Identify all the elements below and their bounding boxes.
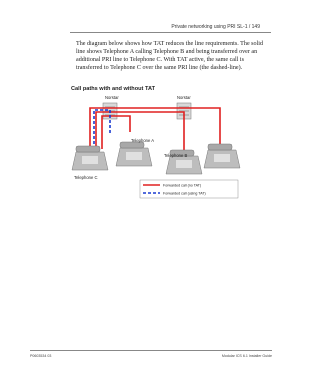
legend-dashed-label: Forwarded call (using TAT) [163, 191, 206, 196]
running-title: Private networking using PRI SL-1 [171, 24, 248, 30]
footer-rule [30, 350, 272, 351]
telephone-c [72, 146, 108, 170]
telephone-a [116, 142, 152, 166]
diagram-legend [140, 180, 238, 198]
telephone-right [204, 144, 240, 168]
page-number: / 149 [248, 24, 260, 30]
legend-solid-label: Forwarded call (no TAT) [163, 183, 202, 188]
footer-guide-title: Modular ICS 6.1 Installer Guide [221, 354, 272, 358]
body-paragraph: The diagram below shows how TAT reduces the line requirements. The solid line shows Telephone A calling Telephone B and being transferred over an additional PRI line to Telephone C. With TAT active, the same call is transferred to Telephone C over the same PRI line (the dashed-line). [76, 41, 264, 71]
running-header [171, 24, 260, 30]
call-path-diagram [70, 94, 272, 202]
telephone-c-label: Telephone C [74, 175, 98, 180]
norstar-right-label: Norstar [177, 95, 191, 100]
telephone-a-label: Telephone A [131, 138, 155, 143]
norstar-left-label: Norstar [105, 95, 119, 100]
telephone-b-label: Telephone B [164, 153, 188, 158]
footer-doc-number: P0603534 03 [30, 354, 52, 358]
header-rule [70, 32, 271, 33]
figure-caption: Call paths with and without TAT [71, 86, 156, 92]
